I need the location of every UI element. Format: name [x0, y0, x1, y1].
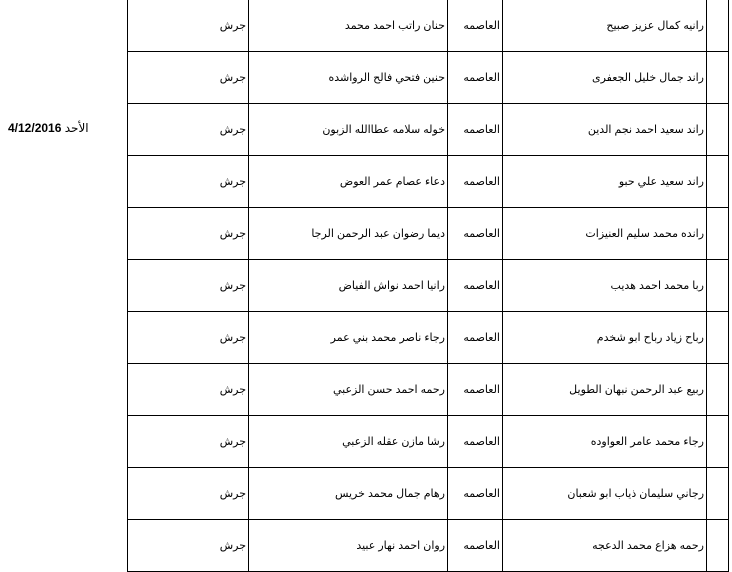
- name-cell: رجاء محمد عامر العواوده: [503, 416, 707, 468]
- spacer-cell: [707, 468, 729, 520]
- name-cell: راند جمال خليل الجعفرى: [503, 52, 707, 104]
- table-row: [128, 104, 729, 156]
- schedule-table-body: [128, 0, 729, 572]
- table-row: [128, 260, 729, 312]
- city-cell: جرش: [128, 520, 249, 572]
- table-row: [128, 312, 729, 364]
- companion-cell: روان احمد نهار عبيد: [249, 520, 448, 572]
- spacer-cell: [707, 260, 729, 312]
- table-row: [128, 468, 729, 520]
- schedule-table: [127, 0, 729, 572]
- name-cell: رجاني سليمان ذياب ابو شعبان: [503, 468, 707, 520]
- spacer-cell: [707, 52, 729, 104]
- region-cell: العاصمه: [448, 468, 503, 520]
- date-group-label: [8, 121, 89, 135]
- companion-cell: رحمه احمد حسن الزعبي: [249, 364, 448, 416]
- city-cell: جرش: [128, 0, 249, 52]
- region-cell: العاصمه: [448, 312, 503, 364]
- companion-cell: ديما رضوان عبد الرحمن الرجا: [249, 208, 448, 260]
- city-cell: جرش: [128, 156, 249, 208]
- spacer-cell: [707, 312, 729, 364]
- region-cell: العاصمه: [448, 260, 503, 312]
- region-cell: العاصمه: [448, 364, 503, 416]
- name-cell: رانده محمد سليم العنيزات: [503, 208, 707, 260]
- city-cell: جرش: [128, 208, 249, 260]
- companion-cell: رهام جمال محمد خريس: [249, 468, 448, 520]
- companion-cell: دعاء عصام عمر العوض: [249, 156, 448, 208]
- city-cell: جرش: [128, 312, 249, 364]
- name-cell: رحمه هزاع محمد الدعجه: [503, 520, 707, 572]
- spacer-cell: [707, 156, 729, 208]
- spacer-cell: [707, 104, 729, 156]
- table-row: [128, 520, 729, 572]
- companion-cell: رجاء ناصر محمد بني عمر: [249, 312, 448, 364]
- date-day: الأحد: [64, 121, 89, 135]
- companion-cell: حنان راتب احمد محمد: [249, 0, 448, 52]
- table-row: [128, 156, 729, 208]
- companion-cell: حنين فتحي فالح الرواشده: [249, 52, 448, 104]
- date-group-cell: [0, 0, 127, 570]
- city-cell: جرش: [128, 468, 249, 520]
- companion-cell: رشا مازن عقله الزعبي: [249, 416, 448, 468]
- table-row: [128, 0, 729, 52]
- name-cell: ربيع عبد الرحمن نبهان الطويل: [503, 364, 707, 416]
- region-cell: العاصمه: [448, 416, 503, 468]
- region-cell: العاصمه: [448, 0, 503, 52]
- spacer-cell: [707, 416, 729, 468]
- name-cell: رانيه كمال عزيز صبيح: [503, 0, 707, 52]
- region-cell: العاصمه: [448, 52, 503, 104]
- city-cell: جرش: [128, 364, 249, 416]
- table-row: [128, 364, 729, 416]
- city-cell: جرش: [128, 260, 249, 312]
- region-cell: العاصمه: [448, 520, 503, 572]
- date-value: 4/12/2016: [8, 121, 62, 135]
- spacer-cell: [707, 520, 729, 572]
- companion-cell: رانيا احمد نواش الفياض: [249, 260, 448, 312]
- region-cell: العاصمه: [448, 208, 503, 260]
- region-cell: العاصمه: [448, 156, 503, 208]
- name-cell: راند سعيد علي حبو: [503, 156, 707, 208]
- city-cell: جرش: [128, 416, 249, 468]
- name-cell: رباح زياد رباح ابو شخدم: [503, 312, 707, 364]
- table-row: [128, 52, 729, 104]
- table-row: [128, 208, 729, 260]
- name-cell: راند سعيد احمد نجم الدين: [503, 104, 707, 156]
- table-row: [128, 416, 729, 468]
- city-cell: جرش: [128, 104, 249, 156]
- region-cell: العاصمه: [448, 104, 503, 156]
- spacer-cell: [707, 0, 729, 52]
- spacer-cell: [707, 208, 729, 260]
- name-cell: ربا محمد احمد هديب: [503, 260, 707, 312]
- companion-cell: خوله سلامه عطاالله الزبون: [249, 104, 448, 156]
- spacer-cell: [707, 364, 729, 416]
- city-cell: جرش: [128, 52, 249, 104]
